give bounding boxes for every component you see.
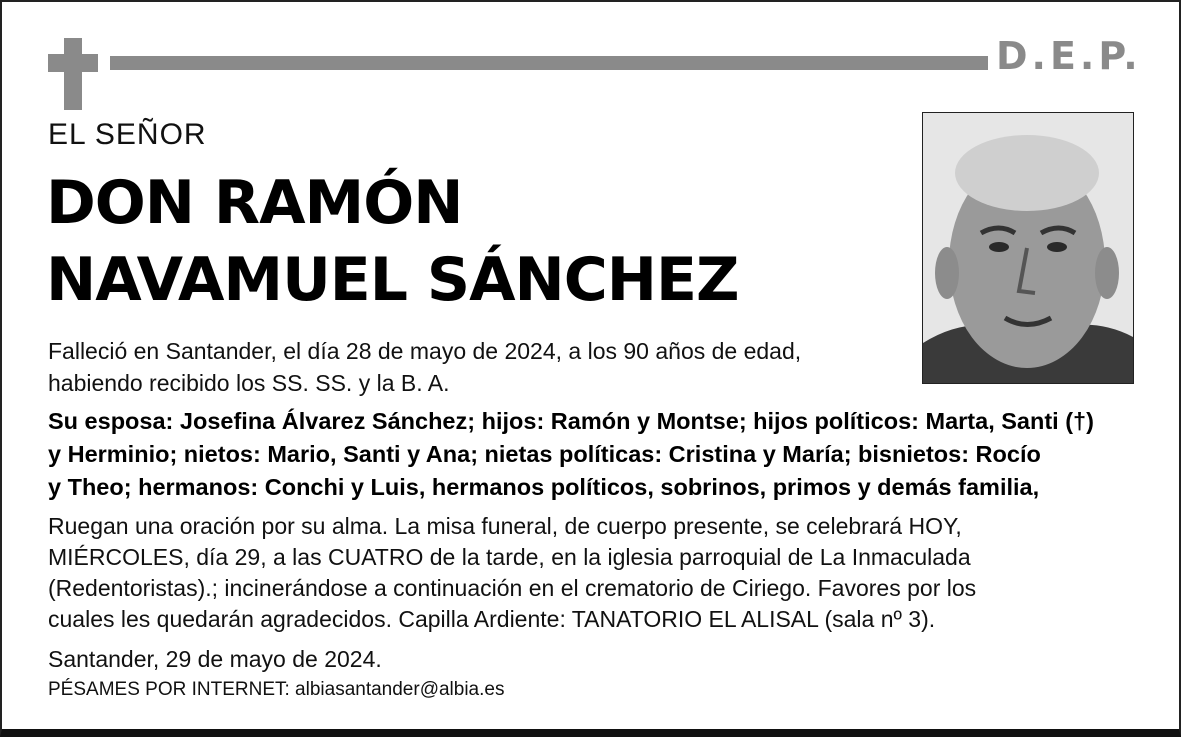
death-line-1: Falleció en Santander, el día 28 de mayo de 2024, a los 90 años de edad, (48, 338, 802, 364)
deceased-name-line-1: DON RAMÓN (46, 168, 463, 238)
cross-icon-bar (48, 54, 98, 72)
service-line-4: cuales les quedarán agradecidos. Capilla Ardiente: TANATORIO EL ALISAL (sala nº 3). (48, 606, 936, 632)
deceased-name-line-2: NAVAMUEL SÁNCHEZ (46, 245, 739, 315)
service-line-2: MIÉRCOLES, día 29, a las CUATRO de la tarde, en la iglesia parroquial de La Inmaculada (48, 544, 971, 570)
service-line-3: (Redentoristas).; incinerándose a continuación en el crematorio de Ciriego. Favores por los (48, 575, 977, 601)
intro-title: EL SEÑOR (48, 118, 207, 151)
family-line-3: y Theo; hermanos: Conchi y Luis, hermanos políticos, sobrinos, primos y demás familia, (48, 474, 1040, 500)
header-rule (110, 56, 988, 70)
family-line-2: y Herminio; nietos: Mario, Santi y Ana; nietas políticas: Cristina y María; bisnietos: Rocío (48, 441, 1041, 467)
condolences-line: PÉSAMES POR INTERNET: albiasantander@albia.es (48, 679, 505, 700)
death-line-2: habiendo recibido los SS. SS. y la B. A. (48, 370, 450, 396)
dep-heading: D.E.P. (996, 34, 1142, 78)
cross-icon (64, 38, 82, 110)
place-date: Santander, 29 de mayo de 2024. (48, 646, 382, 672)
family-line-1: Su esposa: Josefina Álvarez Sánchez; hijos: Ramón y Montse; hijos políticos: Marta, Santi (†) (48, 408, 1094, 434)
service-line-1: Ruegan una oración por su alma. La misa funeral, de cuerpo presente, se celebrará HOY, (48, 513, 962, 539)
